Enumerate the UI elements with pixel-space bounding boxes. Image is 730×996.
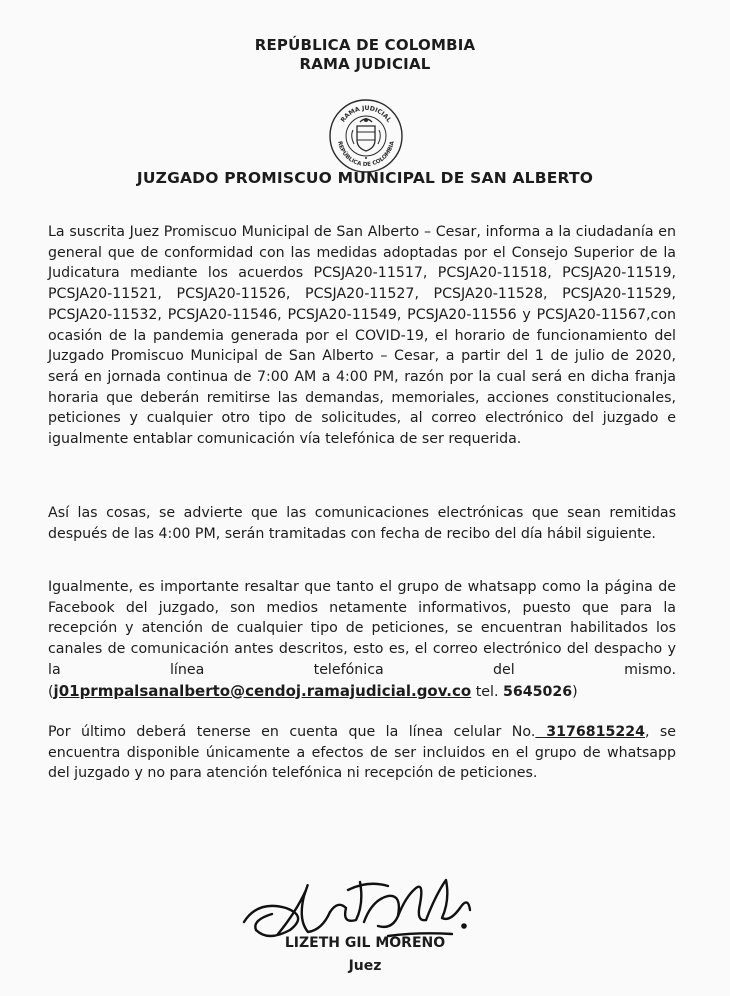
paragraph-1 (48, 222, 676, 450)
contact-open-paren: ( (48, 683, 54, 700)
paragraph-2 (48, 503, 676, 544)
paragraph-4-text-before: Por último deberá tenerse en cuenta que la línea celular No. (48, 724, 536, 740)
country-heading: REPÚBLICA DE COLOMBIA (254, 36, 476, 54)
rama-judicial-seal-icon (326, 96, 406, 176)
court-phone-number: 5645026 (502, 683, 573, 700)
signer-name: LIZETH GIL MORENO (284, 935, 446, 951)
signer-role: Juez (348, 958, 382, 974)
paragraph-3-text: Igualmente, es importante resaltar que tanto el grupo de whatsapp como la página de Facebook del juzgado, son medios netamente informativos, puesto que para la recepción y atención de cualquier tipo de peticiones, se encuentran habilitados los canales de comunicación antes descritos, esto es, el correo electrónico del despacho y la línea telefónica del mismo. (48, 579, 676, 678)
paragraph-1-text: La suscrita Juez Promiscuo Municipal de San Alberto – Cesar, informa a la ciudadanía en general que de conformidad con las medidas adoptadas por el Consejo Superior de la Judicatura mediante los acuerdos PCSJA20-11517, PCSJA20-11518, PCSJA20-11519, PCSJA20-11521, PCSJA20-11526, PCSJA20-11527, PCSJA20-11528, PCSJA20-11529, PCSJA20-11532, PCSJA20-11546, PCSJA20-11549, PCSJA20-11556 y PCSJA20-11567,con ocasión de la pandemia generada por el COVID-19, el horario de funcionamiento del Juzgado Promiscuo Municipal de San Alberto – Cesar, a partir del 1 de julio de 2020, será en jornada continua de 7:00 AM a 4:00 PM, razón por la cual será en dicha franja horaria que deberán remitirse las demandas, memoriales, acciones constitucionales, peticiones y cualquier otro tipo de solicitudes, al correo electrónico del juzgado e igualmente entablar comunicación vía telefónica de ser requerida. (48, 224, 676, 448)
branch-heading: RAMA JUDICIAL (299, 55, 431, 73)
svg-text:REPÚBLICA DE COLOMBIA (336, 140, 396, 168)
document-header (0, 36, 730, 74)
court-title: JUZGADO PROMISCUO MUNICIPAL DE SAN ALBERTO (136, 169, 594, 187)
contact-close-paren: ) (572, 683, 578, 700)
paragraph-4 (48, 722, 676, 784)
seal-text-top: RAMA JUDICIAL (339, 104, 393, 124)
court-email-link[interactable]: j01prmpalsanalberto@cendoj.ramajudicial.gov.co (53, 681, 472, 700)
seal-text-bottom: REPÚBLICA DE COLOMBIA (336, 140, 396, 169)
tel-label: tel. (471, 683, 503, 700)
whatsapp-phone-number: 3176815224 (535, 724, 645, 740)
paragraph-2-text: Así las cosas, se advierte que las comunicaciones electrónicas que sean remitidas después de las 4:00 PM, serán tramitadas con fecha de recibo del día hábil siguiente. (48, 505, 676, 542)
paragraph-4-text-after: , se encuentra disponible únicamente a efectos de ser incluidos en el grupo de whatsapp del juzgado y no para atención telefónica ni recepción de peticiones. (48, 724, 677, 782)
paragraph-3 (48, 577, 676, 702)
